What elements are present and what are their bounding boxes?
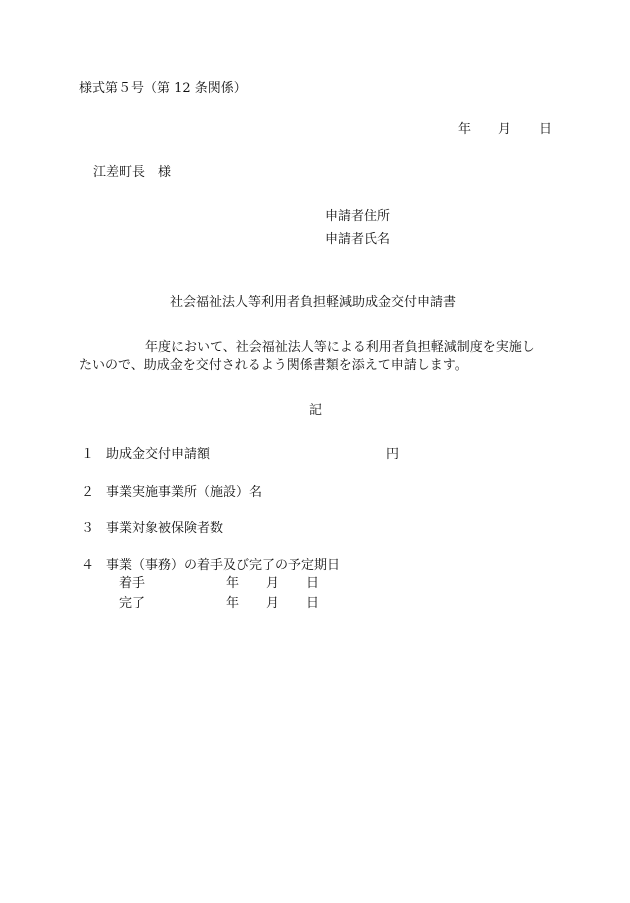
body-line-1: 年度において、社会福祉法人等による利用者負担軽減制度を実施し: [145, 340, 535, 355]
schedule-month-label: 月: [266, 576, 280, 591]
item-number: ４: [81, 558, 95, 573]
addressee: 江差町長 様: [93, 165, 172, 180]
schedule-year-label: 年: [226, 596, 240, 611]
form-number: 様式第５号（第 12 条関係）: [79, 81, 247, 96]
item-label: 事業対象被保険者数: [106, 521, 224, 536]
date-year-label: 年: [458, 122, 472, 137]
item-label: 事業（事務）の着手及び完了の予定期日: [106, 558, 341, 573]
schedule-day-label: 日: [306, 596, 320, 611]
schedule-label: 完了: [119, 596, 146, 611]
item-label: 事業実施事業所（施設）名: [106, 485, 263, 500]
applicant-name-label: 申請者氏名: [325, 232, 391, 247]
body-line-2: たいので、助成金を交付されるよう関係書類を添えて申請します。: [79, 358, 468, 373]
schedule-month-label: 月: [266, 596, 280, 611]
item-number: ３: [81, 521, 95, 536]
yen-unit-label: 円: [386, 447, 400, 462]
document-title: 社会福祉法人等利用者負担軽減助成金交付申請書: [170, 295, 457, 310]
applicant-address-label: 申請者住所: [325, 209, 391, 224]
schedule-year-label: 年: [226, 576, 240, 591]
item-number: ２: [81, 485, 95, 500]
date-month-label: 月: [498, 122, 512, 137]
schedule-label: 着手: [119, 576, 146, 591]
item-number: １: [81, 447, 95, 462]
date-day-label: 日: [539, 122, 553, 137]
item-label: 助成金交付申請額: [106, 447, 211, 462]
ki-heading: 記: [309, 403, 323, 418]
schedule-day-label: 日: [306, 576, 320, 591]
